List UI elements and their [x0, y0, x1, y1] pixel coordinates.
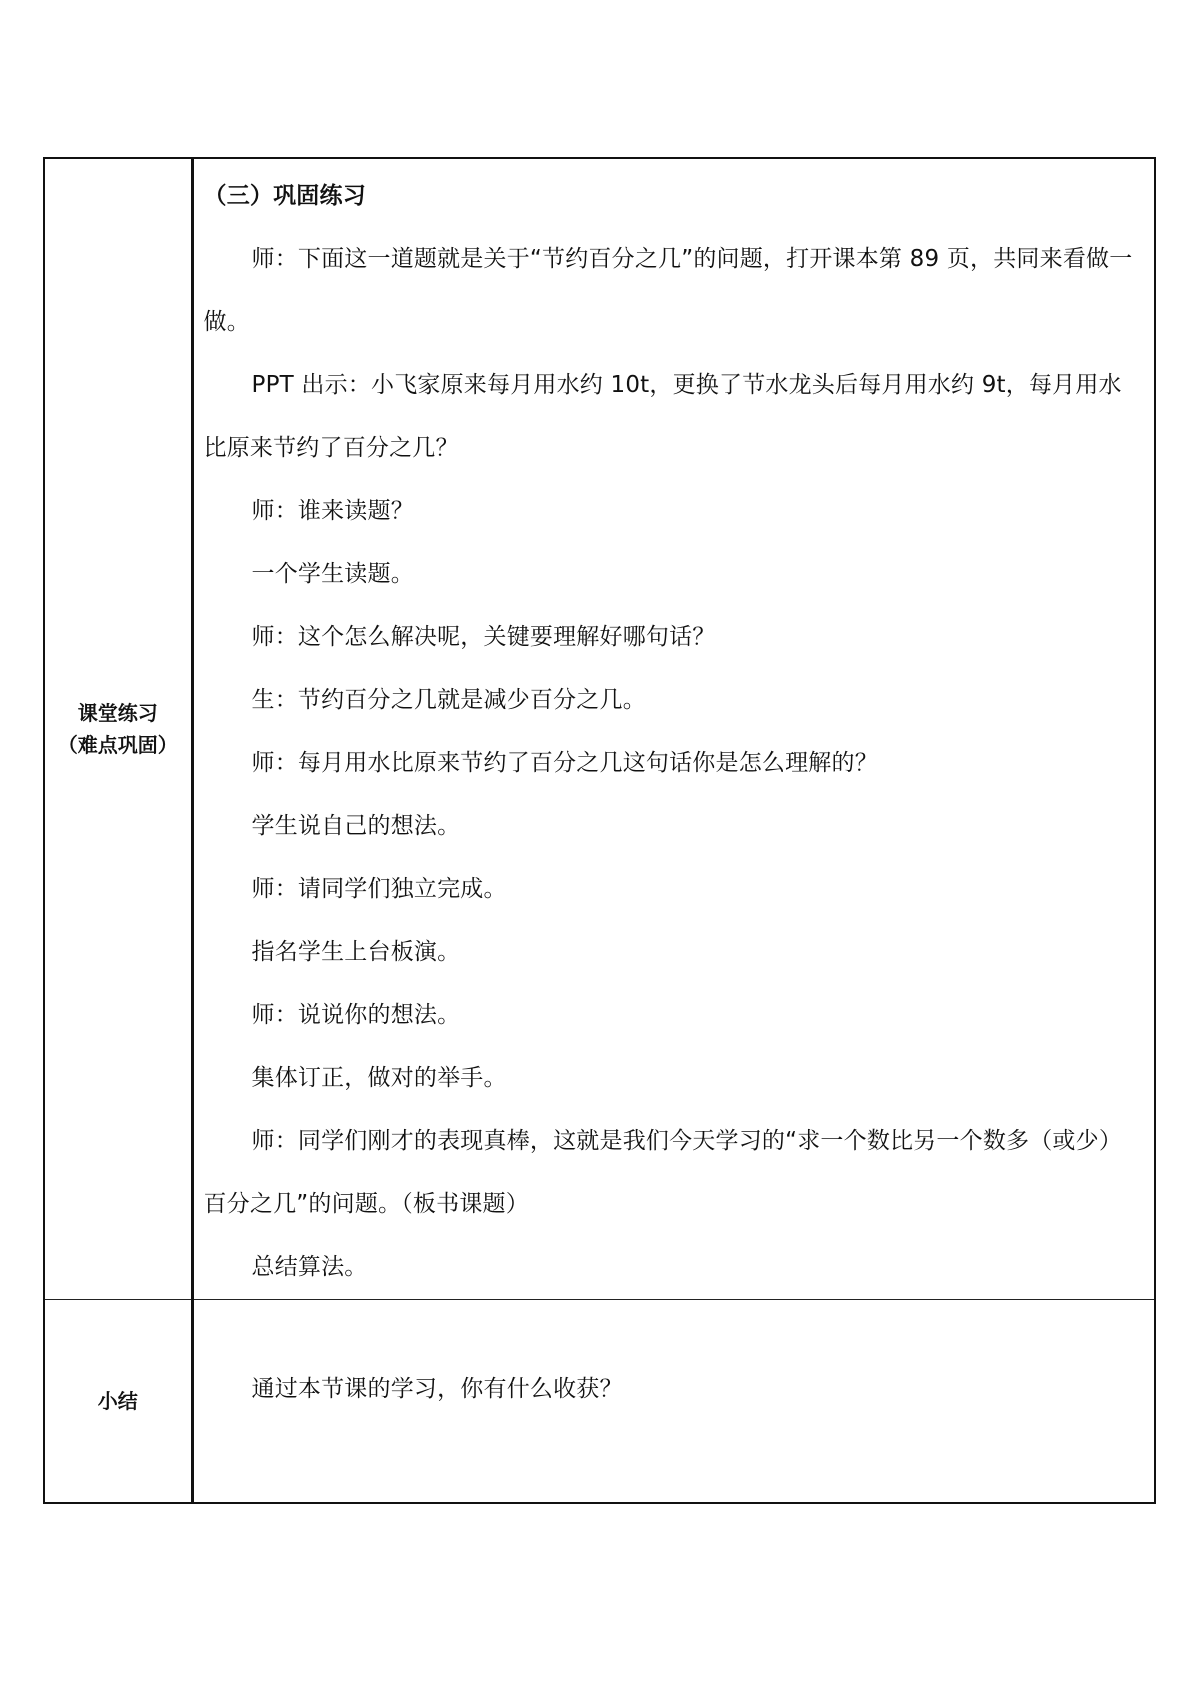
paragraph: 指名学生上台板演。	[251, 939, 461, 965]
practice-content-cell	[192, 158, 1155, 1300]
summary-row	[44, 1300, 1155, 1504]
paragraph: 师：同学们刚才的表现真棒，这就是我们今天学习的“求一个数比另一个数多（或少）百分之几”的问题。（板书课题）	[203, 1128, 1123, 1217]
paragraph: 师：每月用水比原来节约了百分之几这句话你是怎么理解的？	[251, 750, 878, 776]
practice-sublabel: （难点巩固）	[57, 733, 178, 757]
paragraph: 学生说自己的想法。	[251, 813, 461, 839]
practice-label-cell	[44, 158, 192, 1300]
summary-text: 通过本节课的学习，你有什么收获？	[251, 1376, 623, 1402]
paragraph: PPT 出示：小飞家原来每月用水约 10t，更换了节水龙头后每月用水约 9t，每月用水比原来节约了百分之几？	[203, 372, 1122, 461]
summary-content-cell	[192, 1300, 1155, 1504]
paragraph: 师：说说你的想法。	[251, 1002, 461, 1028]
practice-row	[44, 158, 1155, 1300]
paragraph: 集体订正，做对的举手。	[251, 1065, 507, 1091]
summary-label: 小结	[97, 1389, 138, 1413]
lesson-plan-table	[43, 157, 1156, 1504]
practice-label: 课堂练习	[77, 701, 158, 725]
paragraph: 师：谁来读题？	[251, 498, 414, 524]
paragraph: 一个学生读题。	[251, 561, 414, 587]
paragraph: 师：这个怎么解决呢，关键要理解好哪句话？	[251, 624, 716, 650]
paragraph: 师：请同学们独立完成。	[251, 876, 507, 902]
paragraph: 生：节约百分之几就是减少百分之几。	[251, 687, 646, 713]
paragraph: 师：下面这一道题就是关于“节约百分之几”的问题，打开课本第 89 页，共同来看做一做。	[203, 246, 1133, 335]
section-heading: （三）巩固练习	[203, 183, 366, 209]
summary-label-cell	[44, 1300, 192, 1504]
paragraph: 总结算法。	[251, 1254, 368, 1280]
